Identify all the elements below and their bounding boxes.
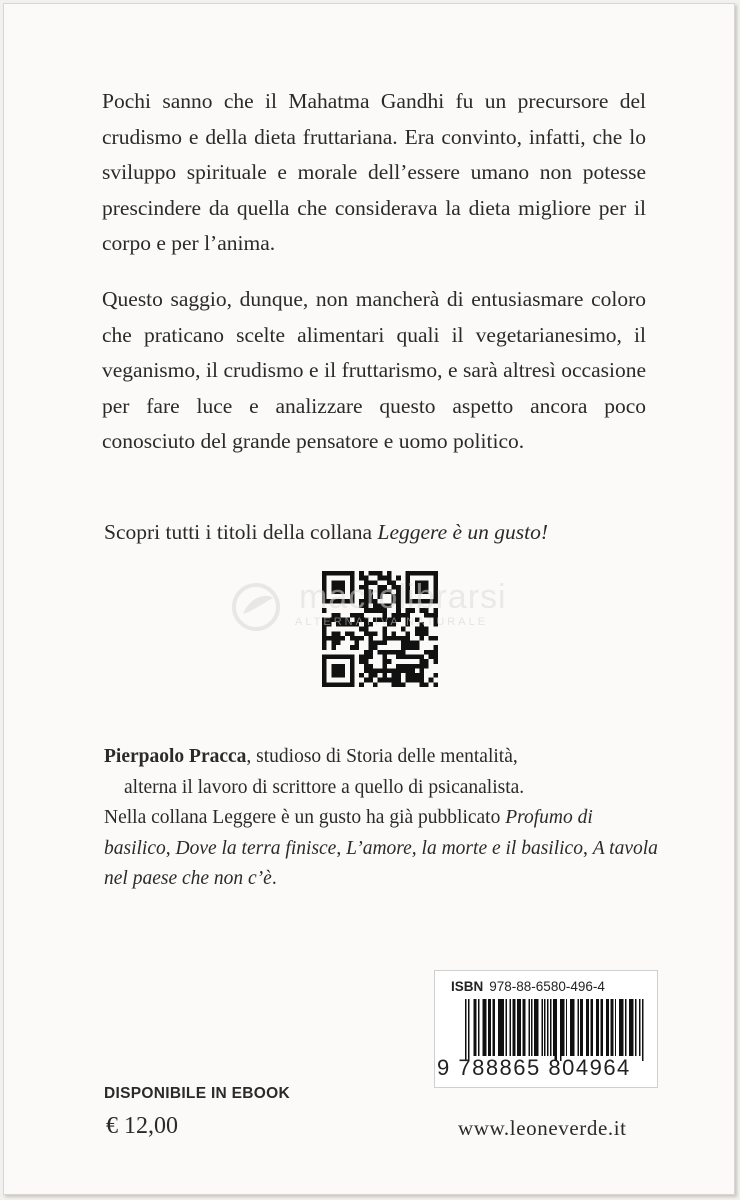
separator: , (582, 837, 593, 859)
barcode (465, 999, 645, 1061)
description-paragraph-2: Questo saggio, dunque, non mancherà di entusiasmare coloro che praticano scelte alimentari quali il vegetarianesimo, il veganismo, il crudismo e il fruttarismo, e sarà altresì occasione per fare luce e analizzare questo aspetto ancora poco conosciuto del grande pensatore e uomo politico. (102, 287, 646, 453)
collection-prefix: Scopri tutti i titoli della collana (104, 520, 378, 544)
isbn-line (451, 979, 605, 994)
ebook-availability: DISPONIBILE IN EBOOK (104, 1085, 290, 1102)
author-bio-line-3 (104, 807, 658, 889)
isbn-number: 978-88-6580-496-4 (489, 979, 605, 994)
collection-line (104, 520, 548, 545)
bio-published-prefix: Nella collana Leggere è un gusto ha già pubblicato (104, 807, 506, 828)
watermark-tagline: ALTERNATIVA NATURALE (295, 616, 489, 628)
book-back-cover (3, 3, 735, 1195)
collection-series-name: Leggere è un gusto! (377, 520, 549, 544)
author-name: Pierpaolo Pracca (104, 746, 247, 767)
watermark-name: macrolibrarsi (299, 578, 507, 616)
book-title-2: Dove la terra finisce (175, 837, 337, 859)
isbn-label: ISBN (451, 979, 484, 994)
separator: , (165, 837, 176, 859)
description-paragraph-1: Pochi sanno che il Mahatma Gandhi fu un precursore del crudismo e della dieta fruttariana. Era convinto, infatti, che lo sviluppo spirituale e morale dell’essere umano non potesse prescindere da quella che considerava la dieta migliore per il corpo e per l’anima. (102, 89, 646, 255)
book-title-4: A tavola nel paese che non c’è (104, 837, 658, 889)
separator: . (271, 868, 277, 889)
qr-code[interactable] (322, 571, 438, 687)
book-title-1: Profumo di basilico (104, 807, 593, 859)
barcode-digits: 9 788865 804964 (437, 1055, 631, 1080)
author-bio-line-1: , studioso di Storia delle mentalità, (246, 746, 518, 767)
author-bio-line-2: alterna il lavoro di scrittore a quello di psicanalista. (124, 776, 525, 798)
watermark-logo-icon (229, 580, 283, 634)
isbn-barcode-box (434, 970, 658, 1088)
separator: , (336, 837, 347, 859)
price: € 12,00 (106, 1113, 178, 1139)
book-title-3: L’amore, la morte e il basilico (346, 837, 583, 859)
author-bio (104, 742, 664, 895)
publisher-website-link[interactable]: www.leoneverde.it (458, 1116, 627, 1140)
